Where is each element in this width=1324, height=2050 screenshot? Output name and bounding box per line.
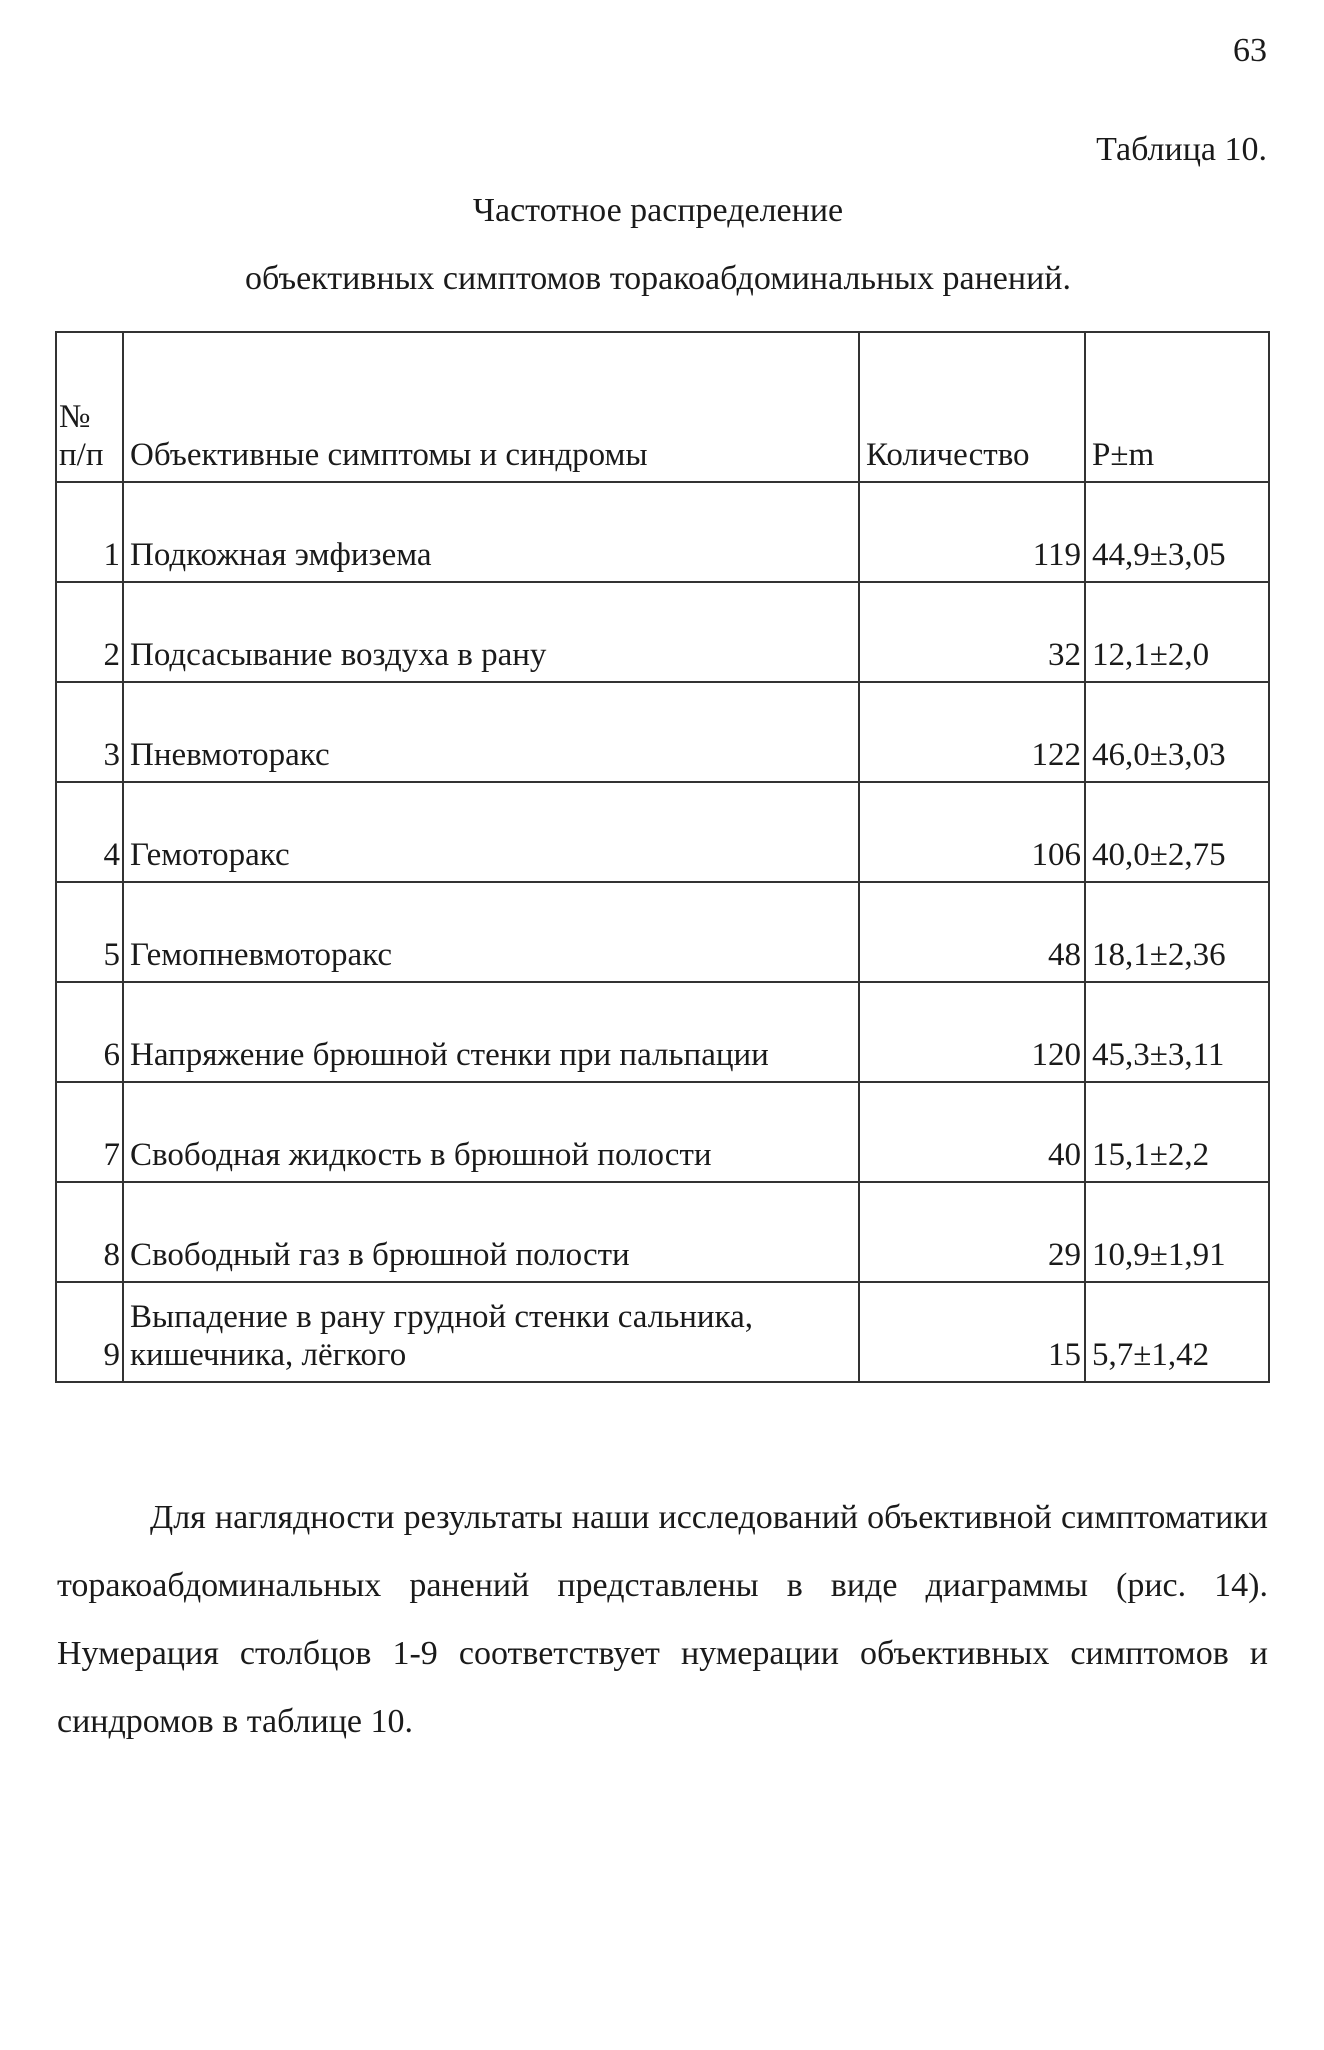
row-p-m: 46,0±3,03: [1085, 682, 1269, 782]
row-count: 120: [859, 982, 1085, 1082]
row-symptom: Подкожная эмфизема: [123, 482, 859, 582]
row-count: 15: [859, 1282, 1085, 1382]
table-caption-line-2: объективных симптомов торакоабдоминальных ранений.: [245, 260, 1071, 297]
table-row: [56, 1282, 1269, 1382]
header-symptoms: Объективные симптомы и синдромы: [123, 332, 859, 482]
table-caption-line-1: Частотное распределение: [472, 192, 844, 229]
row-count: 48: [859, 882, 1085, 982]
body-paragraph: Для наглядности результаты наши исследований объективной симптоматики торакоабдоминальных ранений представлены в виде диаграммы (рис. 14). Нумерация столбцов 1-9 соответствует нумерации объективных симптомов и синдромов в таблице 10.: [57, 1499, 1268, 1740]
table-row: [56, 782, 1269, 882]
row-number: 9: [56, 1282, 123, 1382]
symptoms-table: [55, 331, 1270, 1383]
header-number-abbrev: п/п: [59, 437, 104, 474]
row-symptom-line-1: Выпадение в рану грудной стенки сальника,: [130, 1299, 753, 1336]
table-row: [56, 482, 1269, 582]
table-row: [56, 1082, 1269, 1182]
row-number: 2: [56, 582, 123, 682]
table-header-row: [56, 332, 1269, 482]
row-p-m: 45,3±3,11: [1085, 982, 1269, 1082]
table-row: [56, 1182, 1269, 1282]
row-count: 29: [859, 1182, 1085, 1282]
row-symptom: Гемопневмоторакс: [123, 882, 859, 982]
row-number: 1: [56, 482, 123, 582]
row-symptom: Напряжение брюшной стенки при пальпации: [123, 982, 859, 1082]
table-row: [56, 982, 1269, 1082]
row-number: 8: [56, 1182, 123, 1282]
row-number: 6: [56, 982, 123, 1082]
page-number: 63: [1233, 32, 1267, 69]
row-p-m: 40,0±2,75: [1085, 782, 1269, 882]
row-symptom: Свободный газ в брюшной полости: [123, 1182, 859, 1282]
table-row: [56, 882, 1269, 982]
row-symptom: Подсасывание воздуха в рану: [123, 582, 859, 682]
header-number: [56, 332, 123, 482]
table-row: [56, 582, 1269, 682]
row-p-m: 44,9±3,05: [1085, 482, 1269, 582]
row-count: 40: [859, 1082, 1085, 1182]
table-label: Таблица 10.: [1096, 131, 1267, 168]
row-count: 119: [859, 482, 1085, 582]
row-p-m: 10,9±1,91: [1085, 1182, 1269, 1282]
row-p-m: 12,1±2,0: [1085, 582, 1269, 682]
row-count: 32: [859, 582, 1085, 682]
row-symptom: Свободная жидкость в брюшной полости: [123, 1082, 859, 1182]
row-symptom-line-2: кишечника, лёгкого: [130, 1337, 407, 1374]
row-p-m: 5,7±1,42: [1085, 1282, 1269, 1382]
header-count: Количество: [859, 332, 1085, 482]
row-number: 3: [56, 682, 123, 782]
row-number: 7: [56, 1082, 123, 1182]
row-p-m: 18,1±2,36: [1085, 882, 1269, 982]
table-row: [56, 682, 1269, 782]
row-number: 4: [56, 782, 123, 882]
header-number-symbol: №: [59, 399, 91, 436]
row-p-m: 15,1±2,2: [1085, 1082, 1269, 1182]
row-number: 5: [56, 882, 123, 982]
row-symptom: Пневмоторакс: [123, 682, 859, 782]
header-p-m: P±m: [1085, 332, 1269, 482]
row-count: 122: [859, 682, 1085, 782]
row-count: 106: [859, 782, 1085, 882]
row-symptom: Гемоторакс: [123, 782, 859, 882]
row-symptom: [123, 1282, 859, 1382]
